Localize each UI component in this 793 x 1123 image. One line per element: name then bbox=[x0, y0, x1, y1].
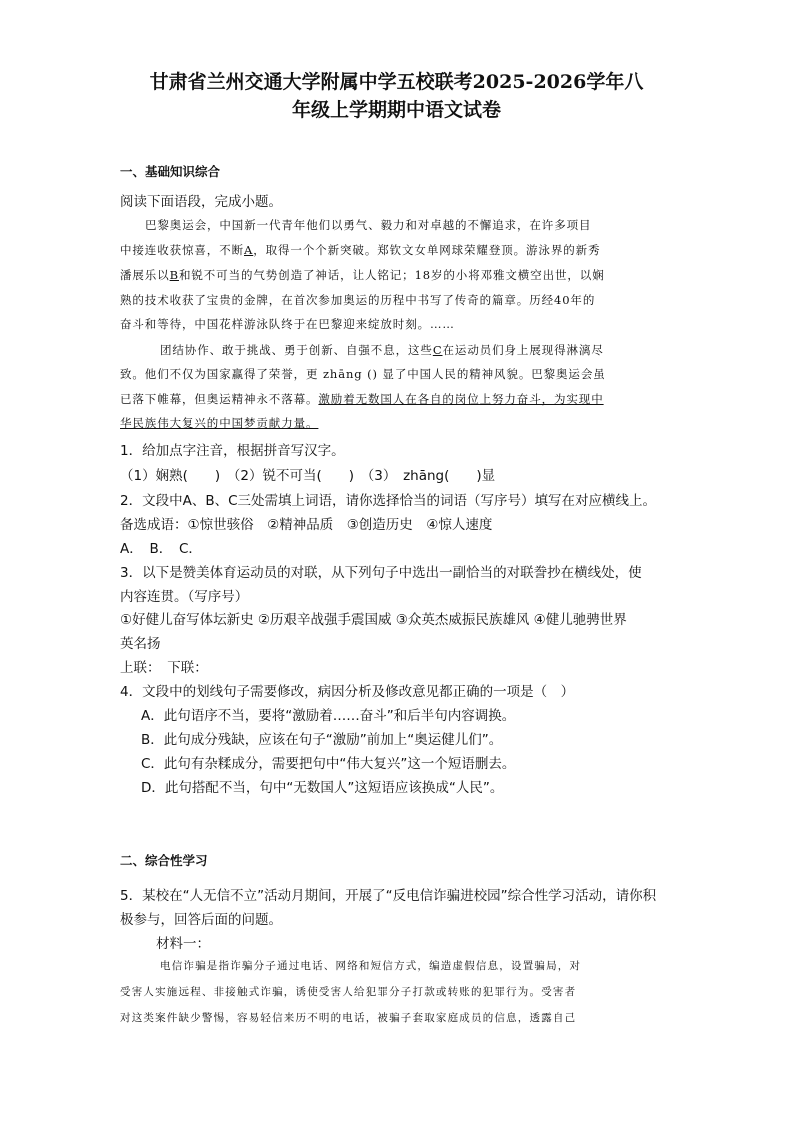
question-1: 1．给加点字注音，根据拼音写汉字。 bbox=[120, 443, 345, 459]
question-3-options-line-2: 英名扬 bbox=[120, 636, 161, 652]
passage-text: 已落下帷幕，但奥运精神永不落幕。 bbox=[120, 392, 319, 406]
material-1-label: 材料一： bbox=[156, 936, 210, 952]
underlined-sentence-part-2: 华民族伟大复兴的中国梦贡献力量。 bbox=[120, 416, 319, 430]
passage-text: 在运动员们身上展现得淋漓尽 bbox=[442, 343, 604, 357]
blank-a: A bbox=[244, 243, 254, 257]
section-1-heading: 一、基础知识综合 bbox=[120, 164, 221, 179]
title-line-1: 甘肃省兰州交通大学附属中学五校联考2025-2026学年八 bbox=[149, 71, 644, 93]
question-4-option-b: B．此句成分残缺，应该在句子“激励”前加上“奥运健儿们”。 bbox=[141, 732, 503, 748]
question-2-options: 备选成语：①惊世骇俗 ②精神品质 ③创造历史 ④惊人速度 bbox=[120, 517, 493, 533]
page-title bbox=[100, 68, 693, 124]
question-4: 4．文段中的划线句子需要修改，病因分析及修改意见都正确的一项是（ ） bbox=[120, 684, 575, 700]
question-2: 2．文段中A、B、C三处需填上词语，请你选择恰当的词语（写序号）填写在对应横线上。 bbox=[120, 493, 657, 509]
passage-p1-line-3 bbox=[120, 267, 605, 283]
question-3-line-2: 内容连贯。（写序号） bbox=[120, 589, 249, 605]
material-1-line-3: 对这类案件缺少警惕，容易轻信来历不明的电话，被骗子套取家庭成员的信息，透露自己 bbox=[120, 1012, 577, 1024]
passage-text: 团结协作、敢于挑战、勇于创新、自强不息，这些 bbox=[160, 343, 433, 357]
question-3-line-1: 3．以下是赞美体育运动员的对联，从下列句子中选出一副恰当的对联誊抄在横线处，使 bbox=[120, 565, 642, 581]
question-5-line-2: 极参与，回答后面的问题。 bbox=[120, 912, 282, 928]
passage-p2-line-1 bbox=[160, 342, 604, 358]
passage-text: ，取得一个个新突破。郑钦文女单网球荣耀登顶。游泳界的新秀 bbox=[253, 243, 601, 257]
passage-p2-line-3 bbox=[120, 391, 604, 407]
passage-p1-line-4: 熟的技术收获了宝贵的金牌，在首次参加奥运的历程中书写了传奇的篇章。历经40年的 bbox=[120, 293, 596, 307]
passage-p2-line-4 bbox=[120, 415, 318, 431]
passage-p1-line-5: 奋斗和等待，中国花样游泳队终于在巴黎迎来绽放时刻。…… bbox=[120, 317, 455, 331]
question-2-blanks: A． B． C． bbox=[120, 541, 202, 557]
material-1-line-2: 受害人实施远程、非接触式诈骗，诱使受害人给犯罪分子打款或转账的犯罪行为。受害者 bbox=[120, 986, 577, 998]
passage-p2-line-2: 致。他们不仅为国家赢得了荣誉，更 zhāng () 显了中国人民的精神风貌。巴黎奥运会虽 bbox=[120, 367, 606, 381]
blank-b: B bbox=[169, 268, 179, 282]
question-4-option-c: C．此句有杂糅成分，需要把句中“伟大复兴”这一个短语删去。 bbox=[141, 756, 516, 772]
title-line-2: 年级上学期期中语文试卷 bbox=[291, 99, 501, 121]
blank-c: C bbox=[432, 343, 443, 357]
passage-text: 潘展乐以 bbox=[120, 268, 170, 282]
question-5-line-1: 5．某校在“人无信不立”活动月期间，开展了“反电信诈骗进校园”综合性学习活动，请你积 bbox=[120, 888, 657, 904]
underlined-sentence-part-1: 激励着无数国人在各自的岗位上努力奋斗，为实现中 bbox=[318, 392, 604, 406]
passage-text: 中接连收获惊喜，不断 bbox=[120, 243, 244, 257]
passage-text: 和锐不可当的气势创造了神话，让人铭记；18岁的小将邓雅文横空出世，以娴 bbox=[178, 268, 605, 282]
material-1-line-1: 电信诈骗是指诈骗分子通过电话、网络和短信方式，编造虚假信息，设置骗局，对 bbox=[160, 960, 582, 972]
question-4-option-d: D．此句搭配不当，句中“无数国人”这短语应该换成“人民”。 bbox=[141, 780, 504, 796]
passage-p1-line-1: 巴黎奥运会，中国新一代青年他们以勇气、毅力和对卓越的不懈追求，在许多项目 bbox=[145, 218, 592, 232]
section-1-intro: 阅读下面语段，完成小题。 bbox=[120, 194, 282, 210]
section-2-heading: 二、综合性学习 bbox=[120, 853, 208, 868]
question-4-option-a: A．此句语序不当，要将“激励着……奋斗”和后半句内容调换。 bbox=[141, 708, 516, 724]
question-3-options-line-1: ①好健儿奋写体坛新史 ②历艰辛战强手震国威 ③众英杰威振民族雄风 ④健儿驰骋世界 bbox=[120, 612, 627, 628]
question-3-couplet: 上联： 下联： bbox=[120, 660, 208, 676]
passage-p1-line-2 bbox=[120, 242, 600, 258]
question-1-items: （1）娴熟( ) （2）锐不可当( ) （3） zhāng( )显 bbox=[120, 468, 496, 484]
